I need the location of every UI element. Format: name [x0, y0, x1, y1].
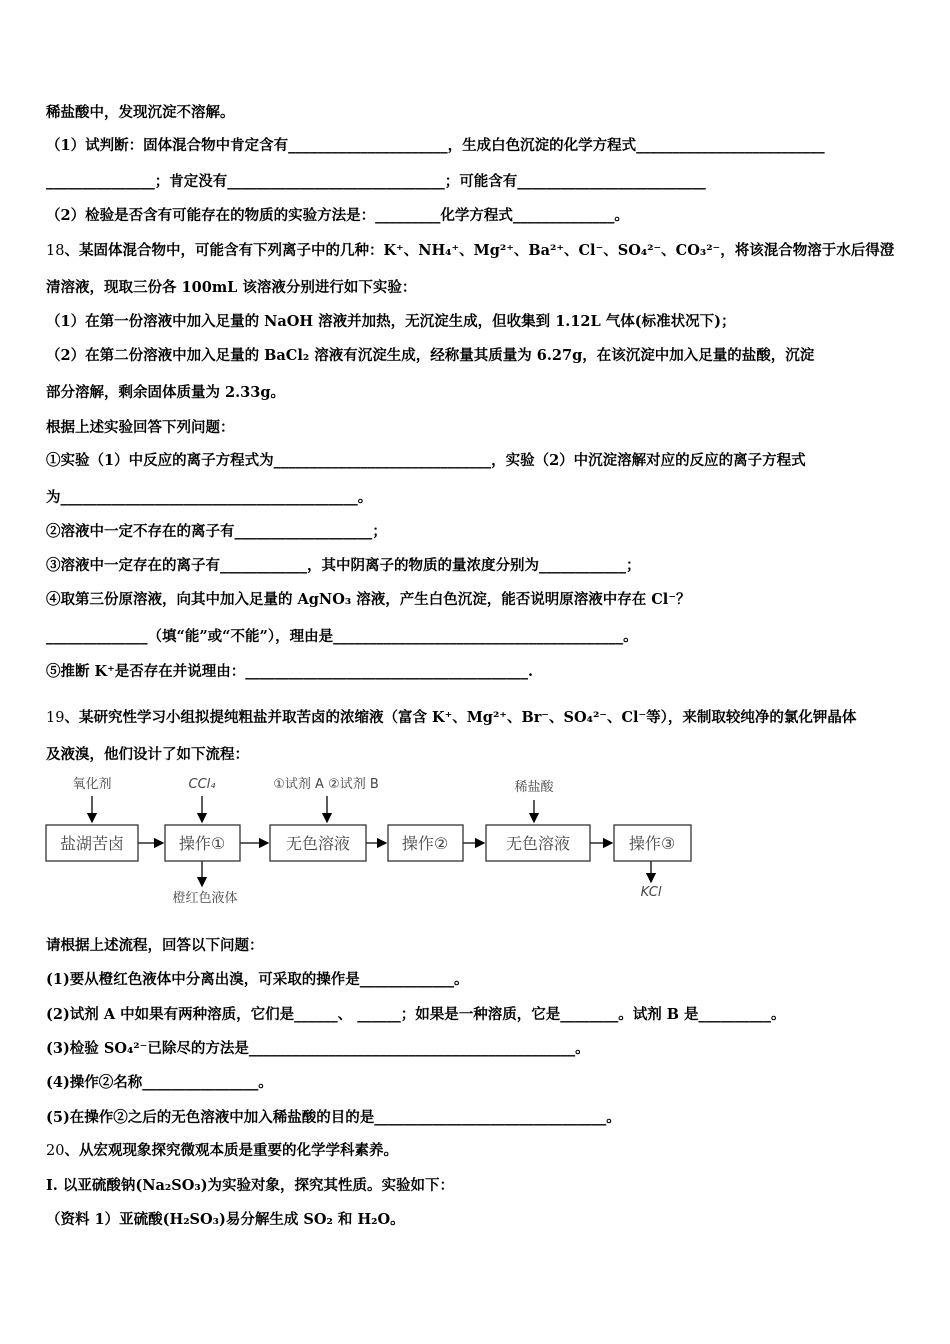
- flow-box-label: 操作①: [178, 834, 226, 853]
- sub-question-3: ③溶液中一定存在的离子有____________，其中阴离子的物质的量浓度分别为____________；: [46, 557, 641, 574]
- text-line: 清溶液，现取三份各 100mL 该溶液分别进行如下实验：: [46, 279, 417, 296]
- flow-box-label: 操作②: [401, 834, 449, 853]
- question-20-stem: [46, 1141, 398, 1161]
- flow-box-label: 无色溶液: [285, 834, 351, 853]
- question-17-1: （1）试判断：固体混合物中肯定含有______________________，生成白色沉淀的化学方程式__________________________: [46, 137, 825, 154]
- question-19-1: (1)要从橙红色液体中分离出溴，可采取的操作是_____________。: [46, 971, 469, 988]
- experiment-2: （2）在第二份溶液中加入足量的 BaCl₂ 溶液有沉淀生成，经称量其质量为 6.27g，在该沉淀中加入足量的盐酸，沉淀: [46, 347, 815, 364]
- text-line: 为_________________________________________。: [46, 489, 373, 506]
- question-text: 、某固体混合物中，可能含有下列离子中的几种：K⁺、NH₄⁺、Mg²⁺、Ba²⁺、Cl⁻、SO₄²⁻、CO₃²⁻，将该混合物溶于水后得澄: [64, 242, 895, 259]
- question-19-5: (5)在操作②之后的无色溶液中加入稀盐酸的目的是________________________________。: [46, 1109, 621, 1126]
- question-19-3: (3)检验 SO₄²⁻已除尽的方法是_____________________________________________。: [46, 1040, 590, 1057]
- question-number: 20: [46, 1143, 65, 1159]
- text-line: 及液溴，他们设计了如下流程：: [46, 746, 249, 763]
- text-line: 根据上述实验回答下列问题：: [46, 419, 235, 436]
- text-line: ______________（填“能”或“不能”），理由是________________________________________。: [46, 628, 638, 645]
- flow-diagram: [0, 770, 950, 915]
- input-label: 稀盐酸: [514, 780, 554, 795]
- input-label: CCl₄: [188, 777, 216, 792]
- input-label: 氧化剂: [72, 777, 112, 792]
- question-19-stem: [46, 708, 856, 728]
- output-label: 橙红色液体: [172, 891, 238, 906]
- input-label: ①试剂 A ②试剂 B: [273, 777, 379, 792]
- question-text: 、从宏观现象探究微观本质是重要的化学学科素养。: [64, 1142, 398, 1159]
- text-line: 稀盐酸中，发现沉淀不溶解。: [46, 104, 235, 121]
- question-18-stem: [46, 241, 894, 261]
- sub-question-1: ①实验（1）中反应的离子方程式为______________________________，实验（2）中沉淀溶解对应的反应的离子方程式: [46, 452, 806, 469]
- question-19-2: (2)试剂 A 中如果有两种溶质，它们是______、 ______；如果是一种溶质，它是________。试剂 B 是__________。: [46, 1006, 786, 1023]
- text-line: 部分溶解，剩余固体质量为 2.33g。: [46, 384, 286, 401]
- text-line: I. 以亚硫酸钠(Na₂SO₃)为实验对象，探究其性质。实验如下：: [46, 1177, 455, 1194]
- flow-box-label: 无色溶液: [505, 834, 571, 853]
- question-19-4: (4)操作②名称________________。: [46, 1074, 273, 1091]
- question-number: 18: [46, 243, 65, 259]
- flow-box-label: 操作③: [628, 834, 676, 853]
- text-line: _______________；肯定没有______________________________；可能含有__________________________: [46, 173, 706, 190]
- question-17-2: （2）检验是否含有可能存在的物质的实验方法是：_________化学方程式______________。: [46, 207, 629, 224]
- text-line: （资料 1）亚硫酸(H₂SO₃)易分解生成 SO₂ 和 H₂O。: [46, 1211, 405, 1228]
- flow-box-label: 盐湖苦卤: [59, 834, 125, 853]
- sub-question-2: ②溶液中一定不存在的离子有___________________；: [46, 523, 387, 540]
- sub-question-5: ⑤推断 K⁺是否存在并说理由：_______________________________________.: [46, 663, 534, 680]
- sub-question-4: ④取第三份原溶液，向其中加入足量的 AgNO₃ 溶液，产生白色沉淀，能否说明原溶液中存在 Cl⁻？: [46, 591, 691, 608]
- question-number: 19: [46, 710, 65, 726]
- text-line: 请根据上述流程，回答以下问题：: [46, 937, 264, 954]
- output-label: KCl: [640, 885, 662, 900]
- experiment-1: （1）在第一份溶液中加入足量的 NaOH 溶液并加热，无沉淀生成，但收集到 1.12L 气体(标准状况下)；: [46, 313, 736, 330]
- question-text: 、某研究性学习小组拟提纯粗盐并取苦卤的浓缩液（富含 K⁺、Mg²⁺、Br⁻、SO₄²⁻、Cl⁻等），来制取较纯净的氯化钾晶体: [64, 709, 857, 726]
